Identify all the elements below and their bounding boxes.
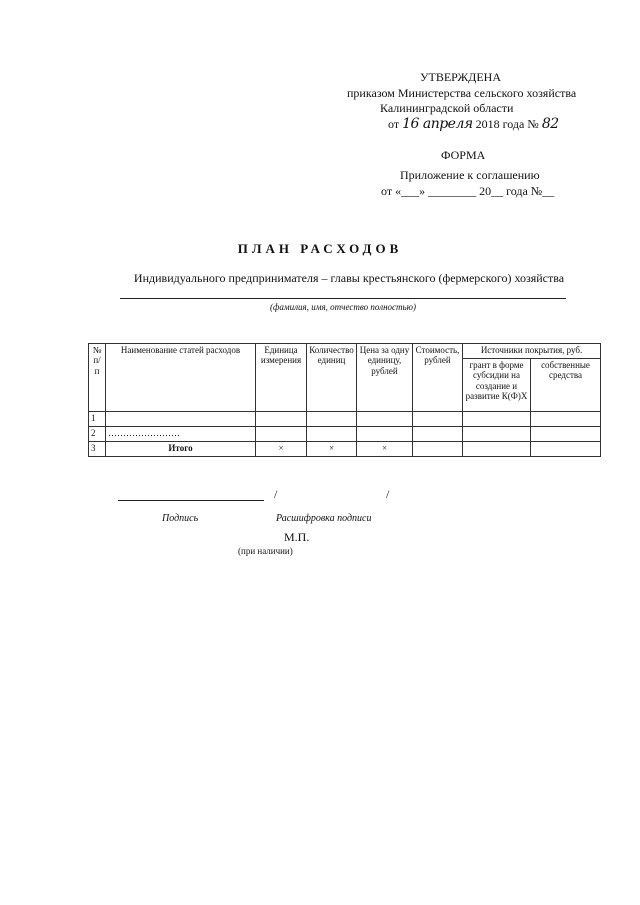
header-num: № п/п [89, 344, 106, 412]
header-grant: грант в форме субсидии на создание и развитие К(Ф)Х [463, 359, 531, 412]
row3-grant [463, 442, 531, 457]
appendix-line2: от «___» ________ 20__ года №__ [381, 184, 555, 198]
row2-qty [307, 427, 357, 442]
header-name: Наименование статей расходов [106, 344, 256, 412]
table-header-row [89, 344, 601, 359]
row2-num: 2 [89, 427, 106, 442]
signature-slash-1: / [274, 487, 278, 501]
stamp-note: (при наличии) [238, 546, 293, 556]
row3-unit: × [256, 442, 307, 457]
row2-unit [256, 427, 307, 442]
table-row [89, 412, 601, 427]
approval-date-handwritten: 16 апреля [402, 116, 473, 132]
approval-title: УТВЕРЖДЕНА [420, 70, 502, 84]
row2-own [531, 427, 601, 442]
signature-label: Подпись [162, 513, 199, 524]
row2-name: …………………… [106, 427, 256, 442]
table-total-row [89, 442, 601, 457]
stamp-label: М.П. [284, 530, 310, 544]
approval-number-handwritten: 82 [541, 116, 559, 132]
row2-price [357, 427, 413, 442]
approval-date-line [388, 116, 559, 132]
row3-own [531, 442, 601, 457]
header-qty: Количество единиц [307, 344, 357, 412]
doc-subtitle: Индивидуального предпринимателя – главы крестьянского (фермерского) хозяйства [133, 271, 565, 285]
approval-from: от [388, 117, 400, 131]
header-cost: Стоимость, рублей [413, 344, 463, 412]
name-hint: (фамилия, имя, отчество полностью) [270, 302, 416, 312]
approval-year: 2018 года № [475, 117, 539, 131]
appendix-line1: Приложение к соглашению [400, 168, 540, 182]
row2-cost [413, 427, 463, 442]
row1-num: 1 [89, 412, 106, 427]
table-row [89, 427, 601, 442]
expense-table [88, 343, 601, 457]
row3-price: × [357, 442, 413, 457]
row1-unit [256, 412, 307, 427]
approval-region: Калининградской области [380, 101, 514, 115]
row3-name: Итого [106, 442, 256, 457]
header-price: Цена за одну единицу, рублей [357, 344, 413, 412]
form-label: ФОРМА [441, 148, 486, 162]
doc-title: ПЛАН РАСХОДОВ [237, 241, 403, 256]
signature-line [118, 500, 264, 501]
row3-cost [413, 442, 463, 457]
row1-own [531, 412, 601, 427]
header-sources: Источники покрытия, руб. [463, 344, 601, 359]
row1-cost [413, 412, 463, 427]
row1-name [106, 412, 256, 427]
name-underline [120, 298, 566, 299]
approval-ministry: приказом Министерства сельского хозяйства [347, 86, 577, 100]
row1-qty [307, 412, 357, 427]
header-own: собственные средства [531, 359, 601, 412]
header-unit: Единица измерения [256, 344, 307, 412]
row1-price [357, 412, 413, 427]
signature-slash-2: / [386, 487, 390, 501]
row3-num: 3 [89, 442, 106, 457]
signature-decode-label: Расшифровка подписи [276, 513, 372, 524]
row1-grant [463, 412, 531, 427]
row3-qty: × [307, 442, 357, 457]
row2-grant [463, 427, 531, 442]
